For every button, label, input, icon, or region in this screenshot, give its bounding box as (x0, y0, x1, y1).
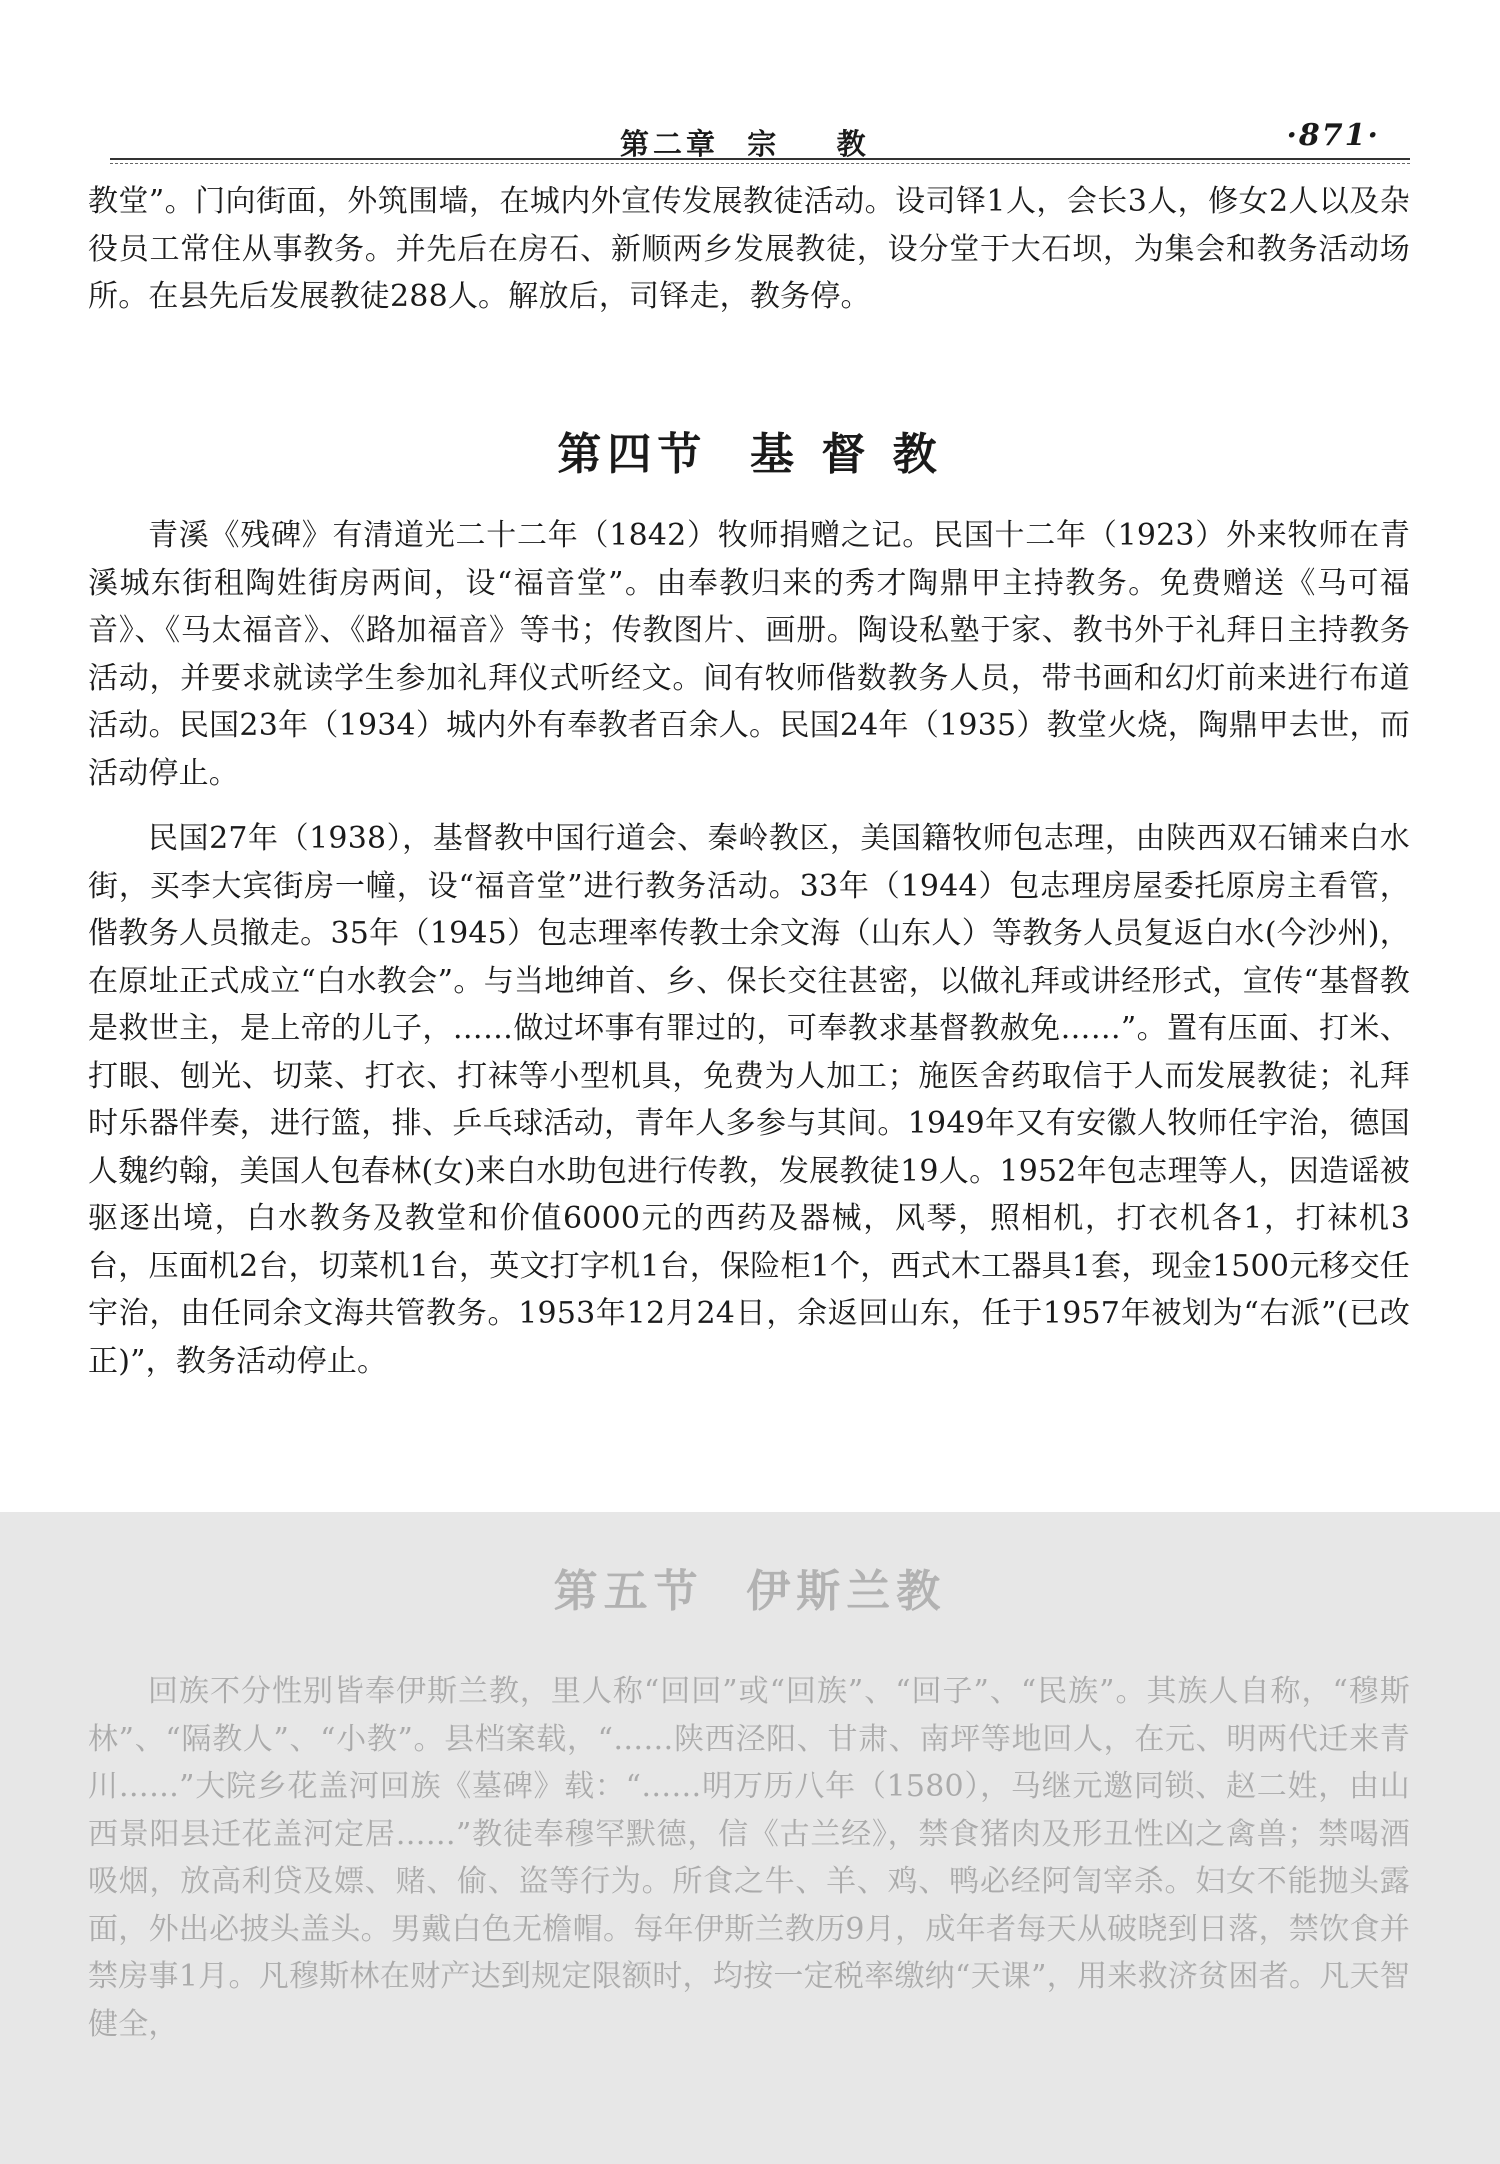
section5-paragraph: 回族不分性别皆奉伊斯兰教，里人称“回回”或“回族”、“回子”、“民族”。其族人自称，“穆斯林”、“隔教人”、“小教”。县档案载，“……陕西泾阳、甘肃、南坪等地回人，在元、明两代迁来青川……”大院乡花盖河回族《墓碑》载：“……明万历八年（1580），马继元邀同锁、赵二姓，由山西景阳县迁花盖河定居……”教徒奉穆罕默德，信《古兰经》，禁食猪肉及形丑性凶之禽兽；禁喝酒吸烟，放高利贷及嫖、赌、偷、盗等行为。所食之牛、羊、鸡、鸭必经阿訇宰杀。妇女不能抛头露面，外出必披头盖头。男戴白色无檐帽。每年伊斯兰教历9月，成年者每天从破晓到日落，禁饮食并禁房事1月。凡穆斯林在财产达到规定限额时，均按一定税率缴纳“天课”，用来救济贫困者。凡天智健全， (88, 1674, 1410, 2042)
section5-title: 第五节 伊斯兰教 (553, 1566, 947, 1617)
section4-paragraph-1: 青溪《残碑》有清道光二十二年（1842）牧师捐赠之记。民国十二年（1923）外来牧师在青溪城东街租陶姓街房两间，设“福音堂”。由奉教归来的秀才陶鼎甲主持教务。免费赠送《马可福音》、《马太福音》、《路加福音》等书；传教图片、画册。陶设私塾于家、教书外于礼拜日主持教务活动，并要求就读学生参加礼拜仪式听经文。间有牧师偕数教务人员，带书画和幻灯前来进行布道活动。民国23年（1934）城内外有奉教者百余人。民国24年（1935）教堂火烧，陶鼎甲去世，而活动停止。 (88, 518, 1410, 791)
header-rule (110, 158, 1410, 160)
page-number: ·871· (1286, 118, 1380, 153)
header-rule-dotted (110, 163, 1410, 164)
section4-paragraph-2: 民国27年（1938），基督教中国行道会、秦岭教区，美国籍牧师包志理，由陕西双石铺来白水街，买李大宾街房一幢，设“福音堂”进行教务活动。33年（1944）包志理房屋委托原房主看管，偕教务人员撤走。35年（1945）包志理率传教士余文海（山东人）等教务人员复返白水(今沙州)，在原址正式成立“白水教会”。与当地绅首、乡、保长交往甚密，以做礼拜或讲经形式，宣传“基督教是救世主，是上帝的儿子，……做过坏事有罪过的，可奉教求基督教赦免……”。置有压面、打米、打眼、刨光、切菜、打衣、打袜等小型机具，免费为人加工；施医舍药取信于人而发展教徒；礼拜时乐器伴奏，进行篮，排、乒乓球活动，青年人多参与其间。1949年又有安徽人牧师任宇治，德国人魏约翰，美国人包春林(女)来白水助包进行传教，发展教徒19人。1952年包志理等人，因造谣被驱逐出境，白水教务及教堂和价值6000元的西药及器械，风琴，照相机，打衣机各1，打袜机3台，压面机2台，切菜机1台，英文打字机1台，保险柜1个，西式木工器具1套，现金1500元移交任宇治，由任同余文海共管教务。1953年12月24日，余返回山东，任于1957年被划为“右派”(已改正)”，教务活动停止。 (88, 821, 1411, 1379)
running-header (110, 110, 1410, 160)
chapter-title: 第二章 宗 教 (620, 127, 870, 161)
section4-title: 第四节 基 督 教 (557, 429, 943, 480)
continuation-paragraph: 教堂”。门向街面，外筑围墙，在城内外宣传发展教徒活动。设司铎1人，会长3人，修女2人以及杂役员工常住从事教务。并先后在房石、新顺两乡发展教徒，设分堂于大石坝，为集会和教务活动场所。在县先后发展教徒288人。解放后，司铎走，教务停。 (88, 184, 1410, 314)
